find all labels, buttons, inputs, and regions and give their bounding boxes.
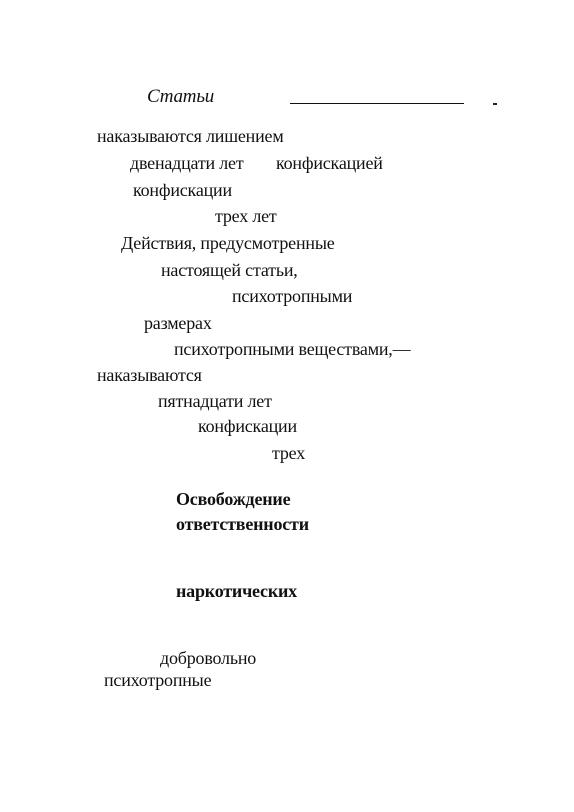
text-line: двенадцати лет bbox=[130, 153, 244, 173]
header-label: Статьи bbox=[147, 86, 215, 107]
text-line: конфискации bbox=[133, 180, 232, 200]
text-line: конфискацией bbox=[276, 153, 383, 173]
section-title: ответственности bbox=[176, 514, 309, 534]
text-line: трех лет bbox=[215, 206, 277, 226]
text-line: размерах bbox=[144, 313, 212, 333]
text-line: пятнадцати лет bbox=[158, 391, 272, 411]
text-line: Действия, предусмотренные bbox=[121, 233, 335, 253]
text-line: настоящей статьи, bbox=[161, 260, 298, 280]
text-line: добровольно bbox=[160, 648, 257, 668]
text-line: конфискации bbox=[198, 416, 297, 436]
text-line: психотропными bbox=[232, 286, 353, 306]
header-blank-line bbox=[290, 103, 464, 104]
section-title: Освобождение bbox=[176, 489, 291, 509]
text-line: наказываются лишением bbox=[97, 126, 284, 146]
header-mark bbox=[493, 103, 497, 105]
text-line: психотропные bbox=[104, 670, 212, 690]
text-line: психотропными веществами,— bbox=[174, 339, 411, 359]
text-line: наказываются bbox=[97, 365, 202, 385]
text-line: трех bbox=[272, 443, 306, 463]
section-subtitle: наркотических bbox=[176, 581, 297, 601]
